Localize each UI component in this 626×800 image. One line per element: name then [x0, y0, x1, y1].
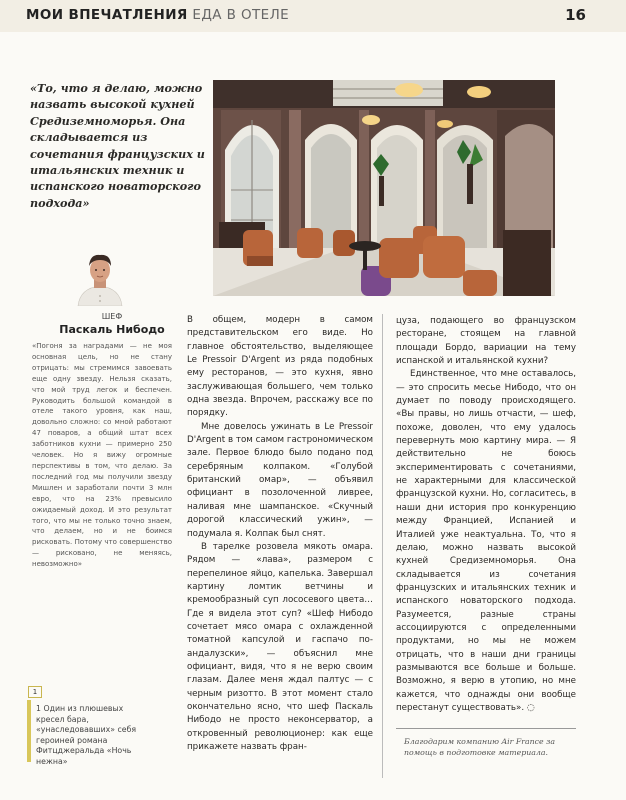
section-rubric	[26, 7, 289, 23]
thanks-divider	[396, 728, 576, 729]
restaurant-interior-image	[213, 80, 555, 296]
chef-portrait	[76, 250, 124, 306]
rubric-sub: ЕДА В ОТЕЛЕ	[192, 7, 290, 23]
chef-quote: «Погоня за наградами — не моя основная цель, но не стану отрицать: мы стремимся завоевать еще одну звезду. Нельзя сказать, что мой труд легок и беспечен. Руководить большой командой в отеле такого уровня, как наш, довольно сложно: со мной работают 47 поваров, а общий штат всех заботников кухни — примерно 250 человек. Но я вижу огромные перспективы в том, что делаю. За последний год мы получили звезду Мишлен и заработали почти 3 млн евро, что на 23% превысило ожидаемый доход. И это результат того, что мы не только точно знаем, что делаем, но и не боимся рисковать. Потому что совершенство — рисковано, не меняясь, невозможно»	[32, 342, 172, 569]
chef-role: ШЕФ	[101, 312, 123, 321]
chef-name: Паскаль Нибодо	[59, 323, 165, 336]
column-divider	[382, 314, 383, 778]
footnote-marker: 1	[28, 686, 42, 698]
end-mark-icon: ◌	[526, 702, 535, 713]
paragraph-text: Единственное, что мне оставалось, — это спросить месье Нибодо, что он думает по поводу происходящего. «Вы правы, но лишь отчасти, — шеф, похоже, доволен, что ему удалось перевернуть мою картину мира. — Я действительно не боюсь экспериментировать с сочетаниями, не характерными для классической французской кухни. Но, согласитесь, в наши дни история про конкуренцию между Францией, Испанией и Италией уже неактуальна. То, что я делаю, можно назвать высокой кухней Средиземноморья. Она складывается из сочетания французских и итальянских техник и испанского новаторского подхода. Разумеется, разные страны ассоциируются с определенными продуктами, но мы не можем отрицать, что в наши дни границы размываются все больше и больше. Возможно, я верю в утопию, но мне кажется, что однажды они вообще перестанут существовать».	[396, 369, 577, 713]
thanks-note: Благодарим компанию Air France за помощь в подготовке материала.	[404, 737, 556, 757]
pull-quote: «То, что я делаю, можно назвать высокой кухней Средиземноморья. Она складывается из сочетания французских и итальянских техник и испанского новаторского подхода»	[30, 81, 205, 210]
paragraph: Мне довелось ужинать в Le Pressoir D'Argent в том самом гастрономическом зале. Первое блюдо было подано под серебряным колпаком. «Голубой британский омар», — объявил официант в позолоченной ливрее, наливая мне шампанское. «Скучный дорогой классический ужин», — подумала я. Колпак был снят.	[187, 421, 373, 539]
chef-photo-image	[76, 250, 124, 306]
footnote-text: 1 Один из плюшевых кресел бара, «унаследовавших» себя героиней романа Фитцджеральда «Ночь нежна»	[36, 704, 137, 766]
paragraph: цуза, подающего во французском ресторане, стоящем на главной площади Бордо, вариации на тему испанской и итальянской кухни?	[396, 316, 576, 367]
paragraph	[396, 368, 576, 715]
article-column-2	[396, 315, 576, 715]
page-number: 16	[565, 6, 586, 24]
paragraph: В общем, модерн в самом представительском его виде. Но главное обстоятельство, выделяющее Le Pressoir D'Argent из ряда подобных ему ресторанов, — это кухня, явно заслуживающая большего, чем только одна звезда. Впрочем, расскажу все по порядку.	[187, 315, 373, 419]
paragraph: В тарелке розовела мякоть омара. Рядом — «лава», размером с перепелиное яйцо, капелька. Завершал картину ломтик ветчины и кремообразный суп лососевого цвета… Где я видела этот суп? «Шеф Нибодо сочетает мясо омара с охлажденной томатной капсулой и гаспачо по-андалузски», — объяснил мне официант, видя, что я не верю своим глазам. Далее меня ждал палтус — с черным ризотто. В этот момент стало окончательно ясно, что шеф Паскаль Нибодо не просто неконсерватор, а откровенный революционер: как еще прикажете назвать фран-	[187, 541, 373, 752]
restaurant-photo	[213, 80, 555, 296]
article-column-1	[187, 314, 373, 754]
rubric-main: МОИ ВПЕЧАТЛЕНИЯ	[26, 7, 188, 23]
